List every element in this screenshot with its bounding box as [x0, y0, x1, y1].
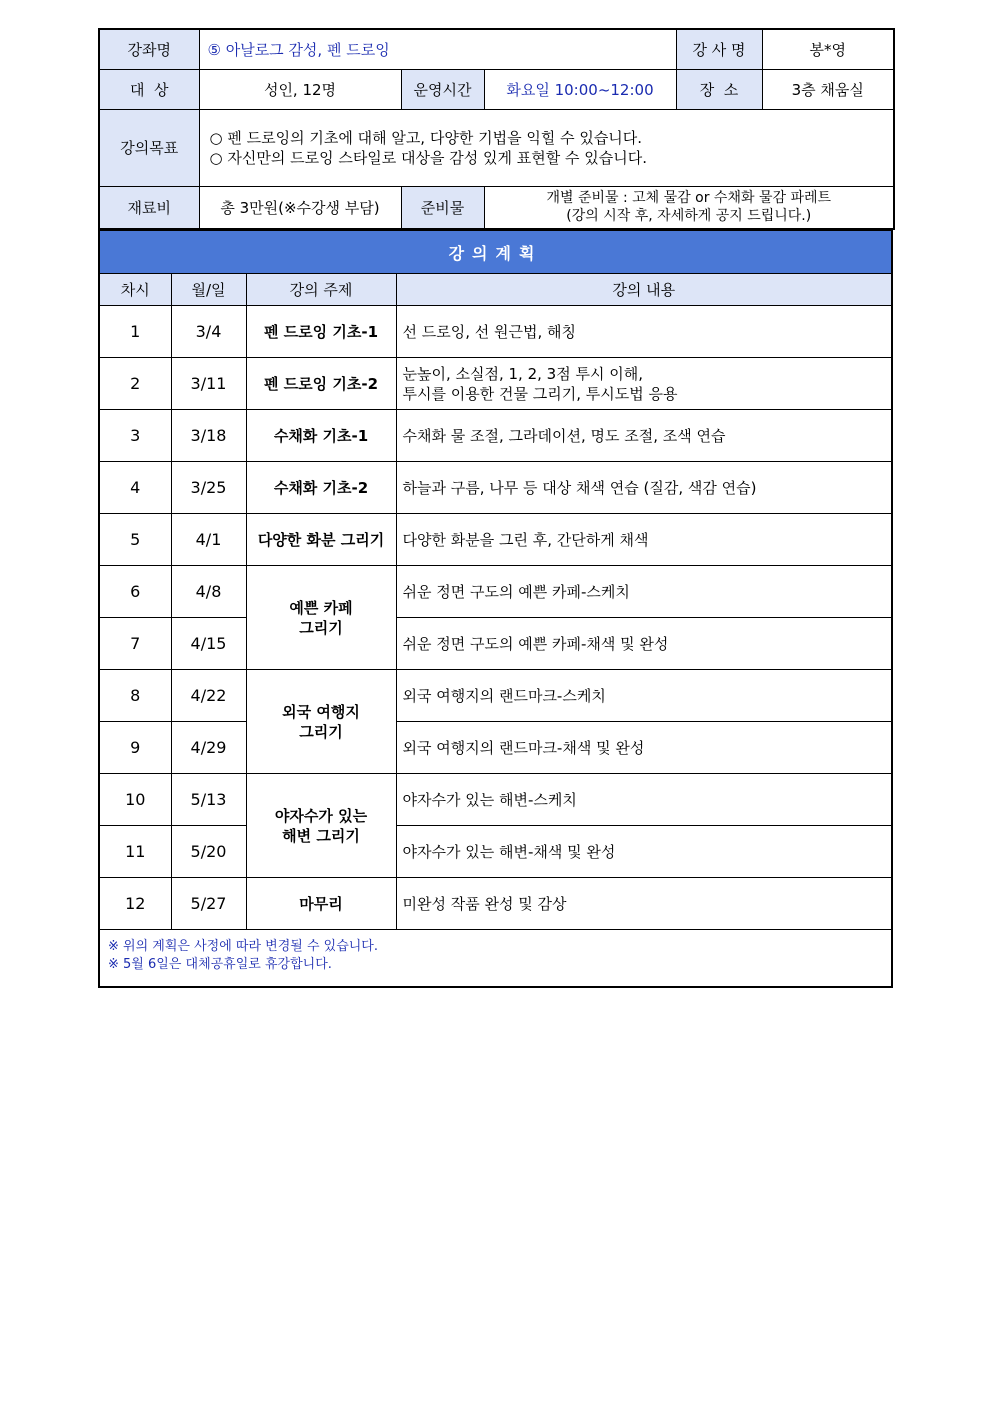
time-value: 화요일 10:00~12:00: [484, 69, 676, 109]
content-line: 투시를 이용한 건물 그리기, 투시도법 응용: [402, 384, 678, 403]
session-content: 수채화 물 조절, 그라데이션, 명도 조절, 조색 연습: [396, 410, 892, 462]
session-content: 쉬운 정면 구도의 예쁜 카페-스케치: [396, 566, 892, 618]
table-row: [99, 878, 892, 930]
note-line: ※ 위의 계획은 사정에 따라 변경될 수 있습니다.: [108, 939, 378, 954]
session-content: 하늘과 구름, 나무 등 대상 채색 연습 (질감, 색감 연습): [396, 462, 892, 514]
target-value: 성인, 12명: [199, 69, 401, 109]
notes: [99, 930, 892, 988]
session-content: 미완성 작품 완성 및 감상: [396, 878, 892, 930]
session-content: 다양한 화분을 그린 후, 간단하게 채색: [396, 514, 892, 566]
session-topic: 수채화 기초-2: [246, 462, 396, 514]
session-content: 쉬운 정면 구도의 예쁜 카페-채색 및 완성: [396, 618, 892, 670]
session-date: 5/13: [171, 774, 246, 826]
lecture-plan-table: [98, 230, 893, 988]
session-number: 8: [99, 670, 171, 722]
session-number: 12: [99, 878, 171, 930]
session-topic: 마무리: [246, 878, 396, 930]
session-number: 10: [99, 774, 171, 826]
instructor-name: 봉*영: [762, 29, 894, 69]
table-row: [99, 514, 892, 566]
session-number: 1: [99, 306, 171, 358]
session-topic: [246, 670, 396, 774]
session-date: 4/22: [171, 670, 246, 722]
fee-value: 총 3만원(※수강생 부담): [199, 186, 401, 229]
topic-line: 그리기: [299, 618, 343, 637]
place-value: 3층 채움실: [762, 69, 894, 109]
session-number: 9: [99, 722, 171, 774]
instructor-label: 강 사 명: [676, 29, 762, 69]
session-number: 5: [99, 514, 171, 566]
session-number: 6: [99, 566, 171, 618]
session-number: 11: [99, 826, 171, 878]
table-row: [99, 410, 892, 462]
table-row: [99, 358, 892, 410]
topic-line: 야자수가 있는: [274, 806, 368, 825]
goal-text: [199, 109, 894, 186]
session-content: 외국 여행지의 랜드마크-스케치: [396, 670, 892, 722]
table-row: [99, 618, 892, 670]
table-row: [99, 670, 892, 722]
prep-line: 개별 준비물 : 고체 물감 or 수채화 물감 파레트: [546, 190, 832, 207]
session-topic: 펜 드로잉 기초-2: [246, 358, 396, 410]
session-content: 야자수가 있는 해변-스케치: [396, 774, 892, 826]
topic-line: 해변 그리기: [282, 826, 360, 845]
session-date: 4/8: [171, 566, 246, 618]
prep-value: [484, 186, 894, 229]
course-name-label: 강좌명: [99, 29, 199, 69]
prep-label: 준비물: [401, 186, 484, 229]
place-label: 장 소: [676, 69, 762, 109]
topic-line: 그리기: [299, 722, 343, 741]
session-date: 3/25: [171, 462, 246, 514]
col-header-topic: 강의 주제: [246, 274, 396, 306]
session-topic: [246, 774, 396, 878]
session-content: 선 드로잉, 선 원근법, 해칭: [396, 306, 892, 358]
session-topic: 수채화 기초-1: [246, 410, 396, 462]
session-date: 3/18: [171, 410, 246, 462]
time-label: 운영시간: [401, 69, 484, 109]
col-header-content: 강의 내용: [396, 274, 892, 306]
course-sheet: [98, 28, 893, 988]
table-row: [99, 566, 892, 618]
col-header-session: 차시: [99, 274, 171, 306]
session-date: 5/27: [171, 878, 246, 930]
plan-title: 강의계획: [99, 231, 892, 274]
session-number: 7: [99, 618, 171, 670]
session-number: 4: [99, 462, 171, 514]
table-row: [99, 306, 892, 358]
fee-label: 재료비: [99, 186, 199, 229]
session-content: 외국 여행지의 랜드마크-채색 및 완성: [396, 722, 892, 774]
col-header-date: 월/일: [171, 274, 246, 306]
target-label: 대 상: [99, 69, 199, 109]
goal-line: ○ 펜 드로잉의 기초에 대해 알고, 다양한 기법을 익힐 수 있습니다.: [209, 128, 643, 147]
session-number: 3: [99, 410, 171, 462]
session-date: 5/20: [171, 826, 246, 878]
note-line: ※ 5월 6일은 대체공휴일로 휴강합니다.: [108, 957, 332, 972]
course-info-table: [98, 28, 895, 230]
topic-line: 외국 여행지: [282, 702, 360, 721]
session-date: 4/29: [171, 722, 246, 774]
goal-line: ○ 자신만의 드로잉 스타일로 대상을 감성 있게 표현할 수 있습니다.: [209, 148, 648, 167]
session-topic: 펜 드로잉 기초-1: [246, 306, 396, 358]
topic-line: 예쁜 카페: [289, 598, 353, 617]
session-content: 야자수가 있는 해변-채색 및 완성: [396, 826, 892, 878]
session-date: 4/1: [171, 514, 246, 566]
session-topic: 다양한 화분 그리기: [246, 514, 396, 566]
session-date: 3/11: [171, 358, 246, 410]
session-content: [396, 358, 892, 410]
prep-line: (강의 시작 후, 자세하게 공지 드립니다.): [566, 208, 812, 225]
session-date: 4/15: [171, 618, 246, 670]
table-row: [99, 826, 892, 878]
goal-label: 강의목표: [99, 109, 199, 186]
course-name: ⑤ 아날로그 감성, 펜 드로잉: [199, 29, 676, 69]
session-number: 2: [99, 358, 171, 410]
table-row: [99, 774, 892, 826]
session-date: 3/4: [171, 306, 246, 358]
content-line: 눈높이, 소실점, 1, 2, 3점 투시 이해,: [402, 364, 643, 383]
table-row: [99, 722, 892, 774]
table-row: [99, 462, 892, 514]
session-topic: [246, 566, 396, 670]
